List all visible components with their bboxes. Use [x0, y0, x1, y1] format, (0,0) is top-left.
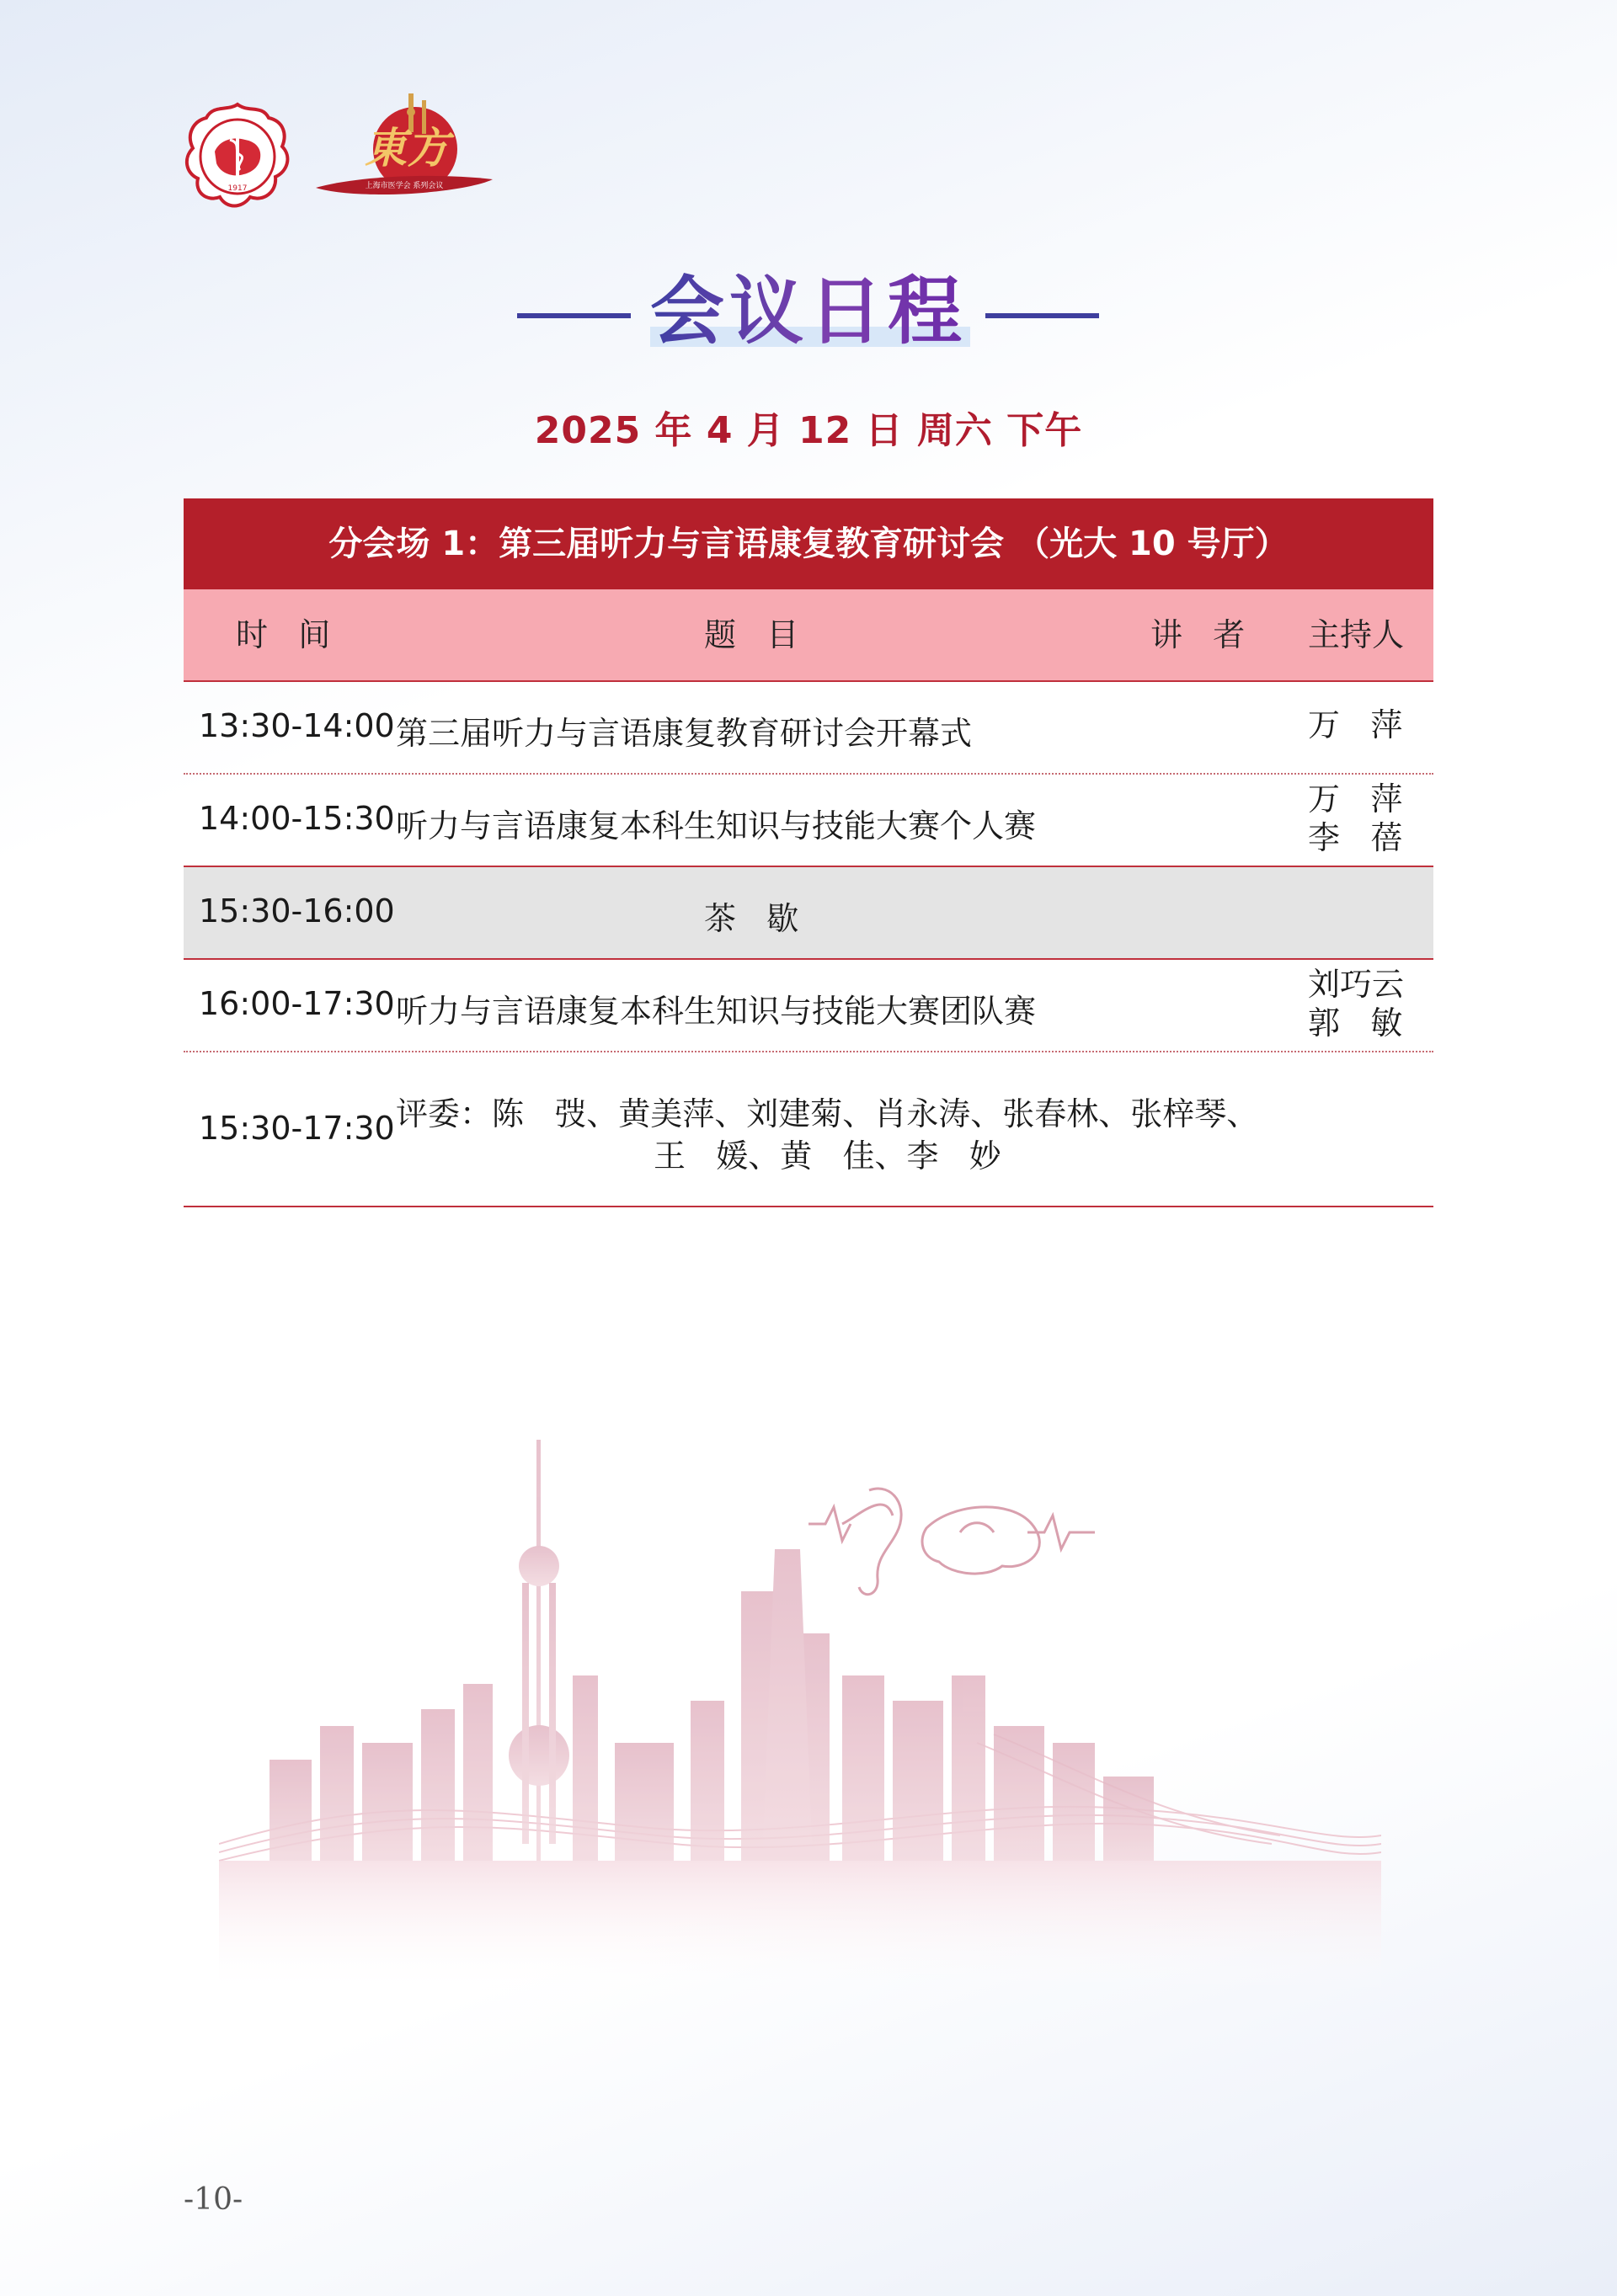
table-row [184, 960, 1433, 1052]
logo-group [181, 88, 501, 215]
city-skyline-illustration [219, 1423, 1381, 1995]
row-topic: 听力与言语康复本科生知识与技能大赛个人赛 [396, 807, 1037, 844]
title-line-right [985, 313, 1099, 318]
row-time: 15:30-16:00 [199, 892, 395, 930]
row-host-2: 郭 敏 [1308, 1004, 1403, 1041]
table-row-judges [184, 1052, 1433, 1207]
dongfang-sub-text: 上海市医学会 系列会议 [365, 182, 444, 190]
dongfang-main-text: 東方 [365, 123, 449, 173]
row-host-1: 万 萍 [1308, 780, 1403, 818]
row-host-2: 李 蓓 [1308, 819, 1403, 856]
page-title-block [0, 253, 1617, 362]
row-time: 13:30-14:00 [199, 707, 395, 744]
row-time: 15:30-17:30 [199, 1110, 395, 1147]
shanghai-medical-association-logo [181, 101, 295, 215]
title-line-left [517, 313, 631, 318]
table-row [184, 775, 1433, 867]
row-judges-line1: 评委：陈 弢、黄美萍、刘建菊、肖永涛、张春林、张梓琴、 [396, 1095, 1259, 1132]
header-time: 时 间 [236, 616, 331, 653]
row-host-1: 刘巧云 [1308, 966, 1405, 1003]
table-row-break [184, 867, 1433, 960]
dongfang-logo [307, 88, 501, 206]
row-topic: 听力与言语康复本科生知识与技能大赛团队赛 [396, 993, 1037, 1030]
table-row [184, 682, 1433, 775]
header-host: 主持人 [1308, 616, 1405, 653]
row-topic: 茶 歇 [704, 900, 799, 937]
session-title: 分会场 1：第三届听力与言语康复教育研讨会 （光大 10 号厅） [184, 498, 1433, 589]
row-topic: 第三届听力与言语康复教育研讨会开幕式 [396, 715, 973, 752]
row-time: 14:00-15:30 [199, 800, 395, 837]
row-time: 16:00-17:30 [199, 985, 395, 1022]
page-number: -10- [184, 2182, 243, 2217]
table-header-row [184, 589, 1433, 682]
schedule-table [184, 498, 1433, 1207]
schedule-date: 2025 年 4 月 12 日 周六 下午 [534, 409, 1083, 452]
header-speaker: 讲 者 [1150, 616, 1246, 653]
header-topic: 题 目 [704, 616, 799, 653]
row-judges-line2: 王 媛、黄 佳、李 妙 [654, 1137, 1001, 1175]
page-title: 会议日程 [640, 269, 977, 354]
sma-year-text: 1917 [227, 184, 248, 193]
row-host: 万 萍 [1308, 706, 1403, 743]
